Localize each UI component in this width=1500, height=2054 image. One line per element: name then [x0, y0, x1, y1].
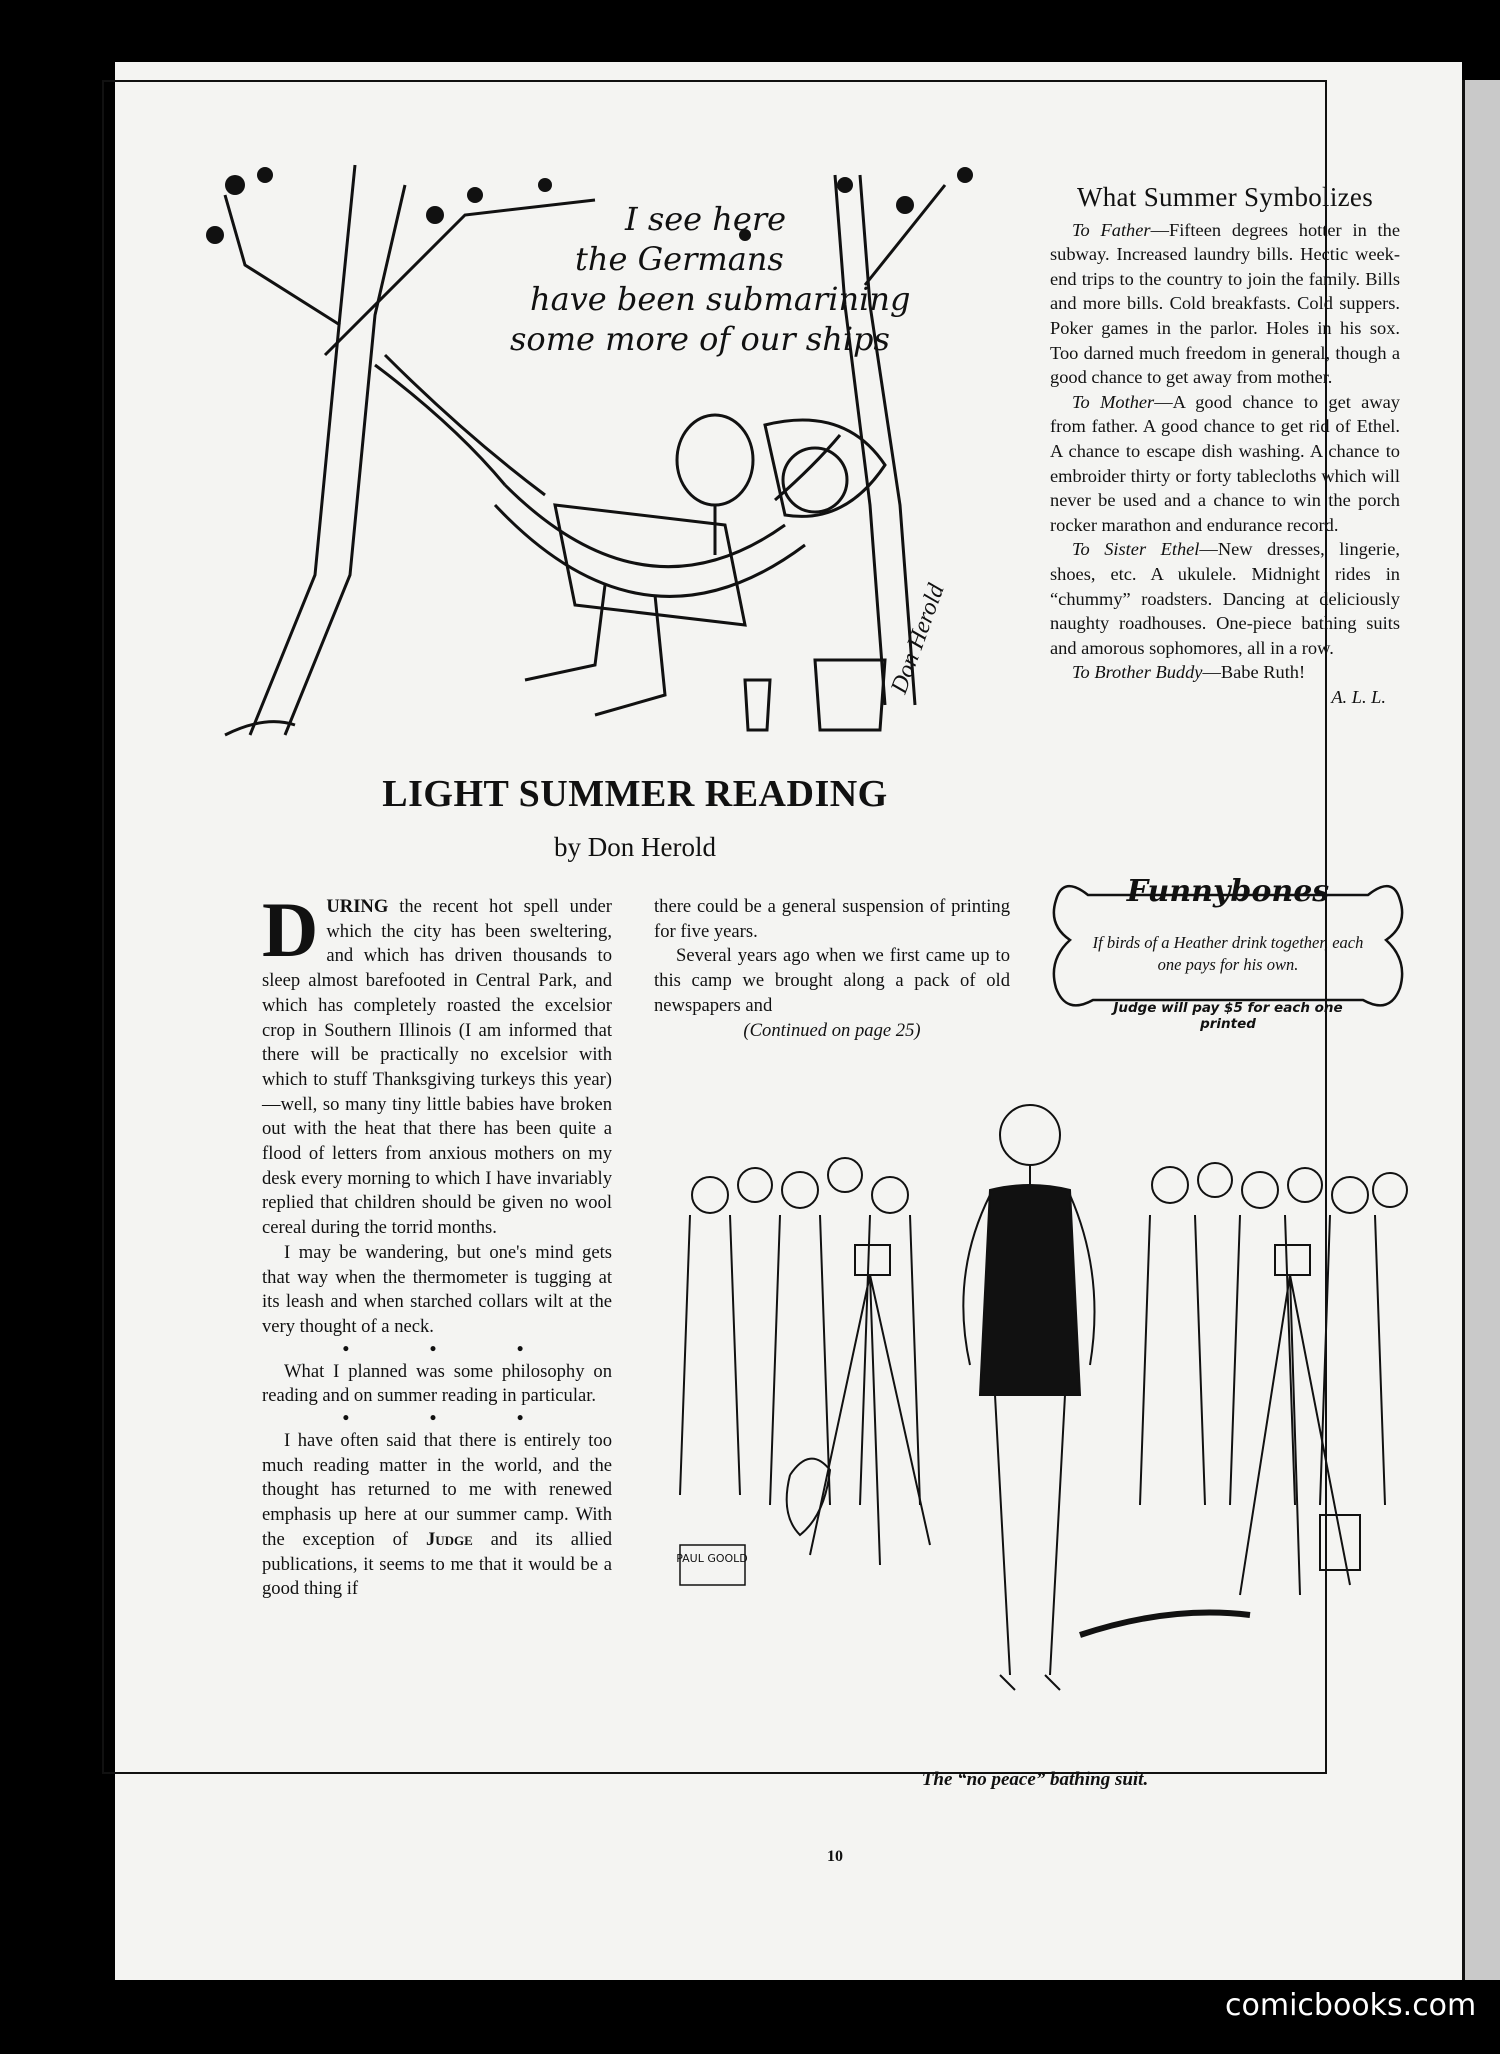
article-paragraph: I may be wandering, but one's mind gets that way when the thermometer is tugging at its leash and when starched collars wilt at the very thought of a neck.	[262, 1241, 612, 1337]
sidebar-signature: A. L. L.	[1331, 686, 1386, 707]
continued-note: (Continued on page 25)	[743, 1019, 921, 1041]
artist-signature: PAUL GOOLD	[676, 1552, 748, 1565]
next-page-edge	[1462, 80, 1500, 1980]
article-paragraph: Several years ago when we first came up to this camp we brought along a pack of old newspapers and	[654, 945, 1010, 1016]
article-byline: by Don Herold	[554, 832, 716, 862]
sidebar-what-summer-symbolizes	[1050, 182, 1401, 709]
paragraph-text: I have often said that there is entirely too much reading matter in the world, and the thought has returned to me with renewed emphasis up here at our summer camp. With the exception of	[262, 1430, 612, 1550]
judge-name: Judge	[425, 1528, 473, 1550]
article-headline: LIGHT SUMMER READING	[382, 773, 888, 815]
bathing-suit-illustration	[650, 1075, 1420, 1765]
cartoon-caption-line-3: have been submarining	[530, 280, 911, 318]
funnybones-footer: Judge will pay $5 for each one printed	[1113, 1000, 1343, 1032]
cartoon-signature: Don Herold	[886, 580, 950, 698]
sidebar-text: —Fifteen degrees hotter in the subway. Increased laundry bills. Hectic week-end trips to the country to join the family. Bills and more bills. Cold breakfasts. Cold suppers. Poker games in the parlor. Holes in his sox. Too darned much freedom in general, though a good chance to get away from mother.	[1050, 219, 1401, 388]
first-word: URING	[326, 896, 389, 917]
hammock-cartoon	[125, 105, 950, 745]
article-column-2	[654, 895, 1010, 1043]
article-paragraph: What I planned was some philosophy on reading and on summer reading in particular.	[262, 1360, 612, 1407]
sidebar-paragraph	[1050, 660, 1400, 685]
sidebar-title: What Summer Symbolizes	[1076, 182, 1374, 212]
funnybones-box	[1048, 870, 1408, 1030]
crowd-illustration	[650, 1075, 1420, 1765]
drop-cap: D	[262, 886, 319, 973]
sidebar-paragraph	[1050, 537, 1400, 660]
sidebar-text: —A good chance to get away from father. A good chance to get rid of Ethel. A chance to escape dish washing. A chance to embroider thirty or forty tablecloths which will never be used and a chance to win the porch rocker marathon and endurance record.	[1050, 391, 1400, 535]
paragraph-text: the recent hot spell under which the city has been sweltering, and which has driven thousands to sleep almost barefooted in Central Park, and which has completely roasted the excelsior crop in Southern Illinois (I am informed that there will be practically no excelsior with which to stuff Thanksgiving turkeys this year)—well, so many tiny little babies have broken out with the heat that there has been quite a flood of letters from anxious mothers on my desk every morning to which I have invariably replied that children should be given no wool cereal during the torrid months.	[262, 896, 613, 1239]
sidebar-paragraph	[1050, 390, 1400, 538]
cartoon-caption-line-1: I see here	[625, 200, 787, 238]
paragraph-text: and its allied publications, it seems to me that it would be a good thing if	[262, 1528, 612, 1600]
sidebar-paragraph	[1050, 218, 1400, 390]
article-paragraph	[262, 1429, 612, 1602]
funnybones-joke: If birds of a Heather drink together, each one pays for his own.	[1092, 933, 1364, 974]
funnybones-title: Funnybones	[1126, 874, 1330, 909]
sidebar-lead: To Sister Ethel	[1072, 539, 1200, 560]
sidebar-lead: To Brother Buddy	[1072, 662, 1203, 683]
site-watermark: comicbooks.com	[1225, 1988, 1477, 2023]
sidebar-lead: To Mother	[1072, 391, 1155, 412]
sidebar-text: —Babe Ruth!	[1202, 662, 1306, 683]
article-paragraph: there could be a general suspension of printing for five years.	[654, 896, 1010, 942]
section-divider: • • •	[342, 1338, 562, 1360]
sidebar-text: —New dresses, lingerie, shoes, etc. A ukulele. Midnight rides in “chummy” roadsters. Dancing at deliciously naughty roadhouses. One-piece bathing suits and amorous sophomores, all in a row.	[1050, 539, 1400, 658]
article-column-1	[262, 886, 613, 1602]
cartoon-caption-line-4: some more of our ships	[510, 320, 890, 358]
page-number: 10	[827, 1848, 843, 1865]
article-paragraph	[262, 886, 613, 1241]
hammock-illustration	[125, 105, 950, 745]
sidebar-lead: To Father	[1072, 219, 1151, 240]
section-divider: • • •	[342, 1408, 562, 1430]
cartoon-caption-line-2: the Germans	[575, 240, 784, 278]
illustration-caption: The “no peace” bathing suit.	[921, 1769, 1149, 1790]
